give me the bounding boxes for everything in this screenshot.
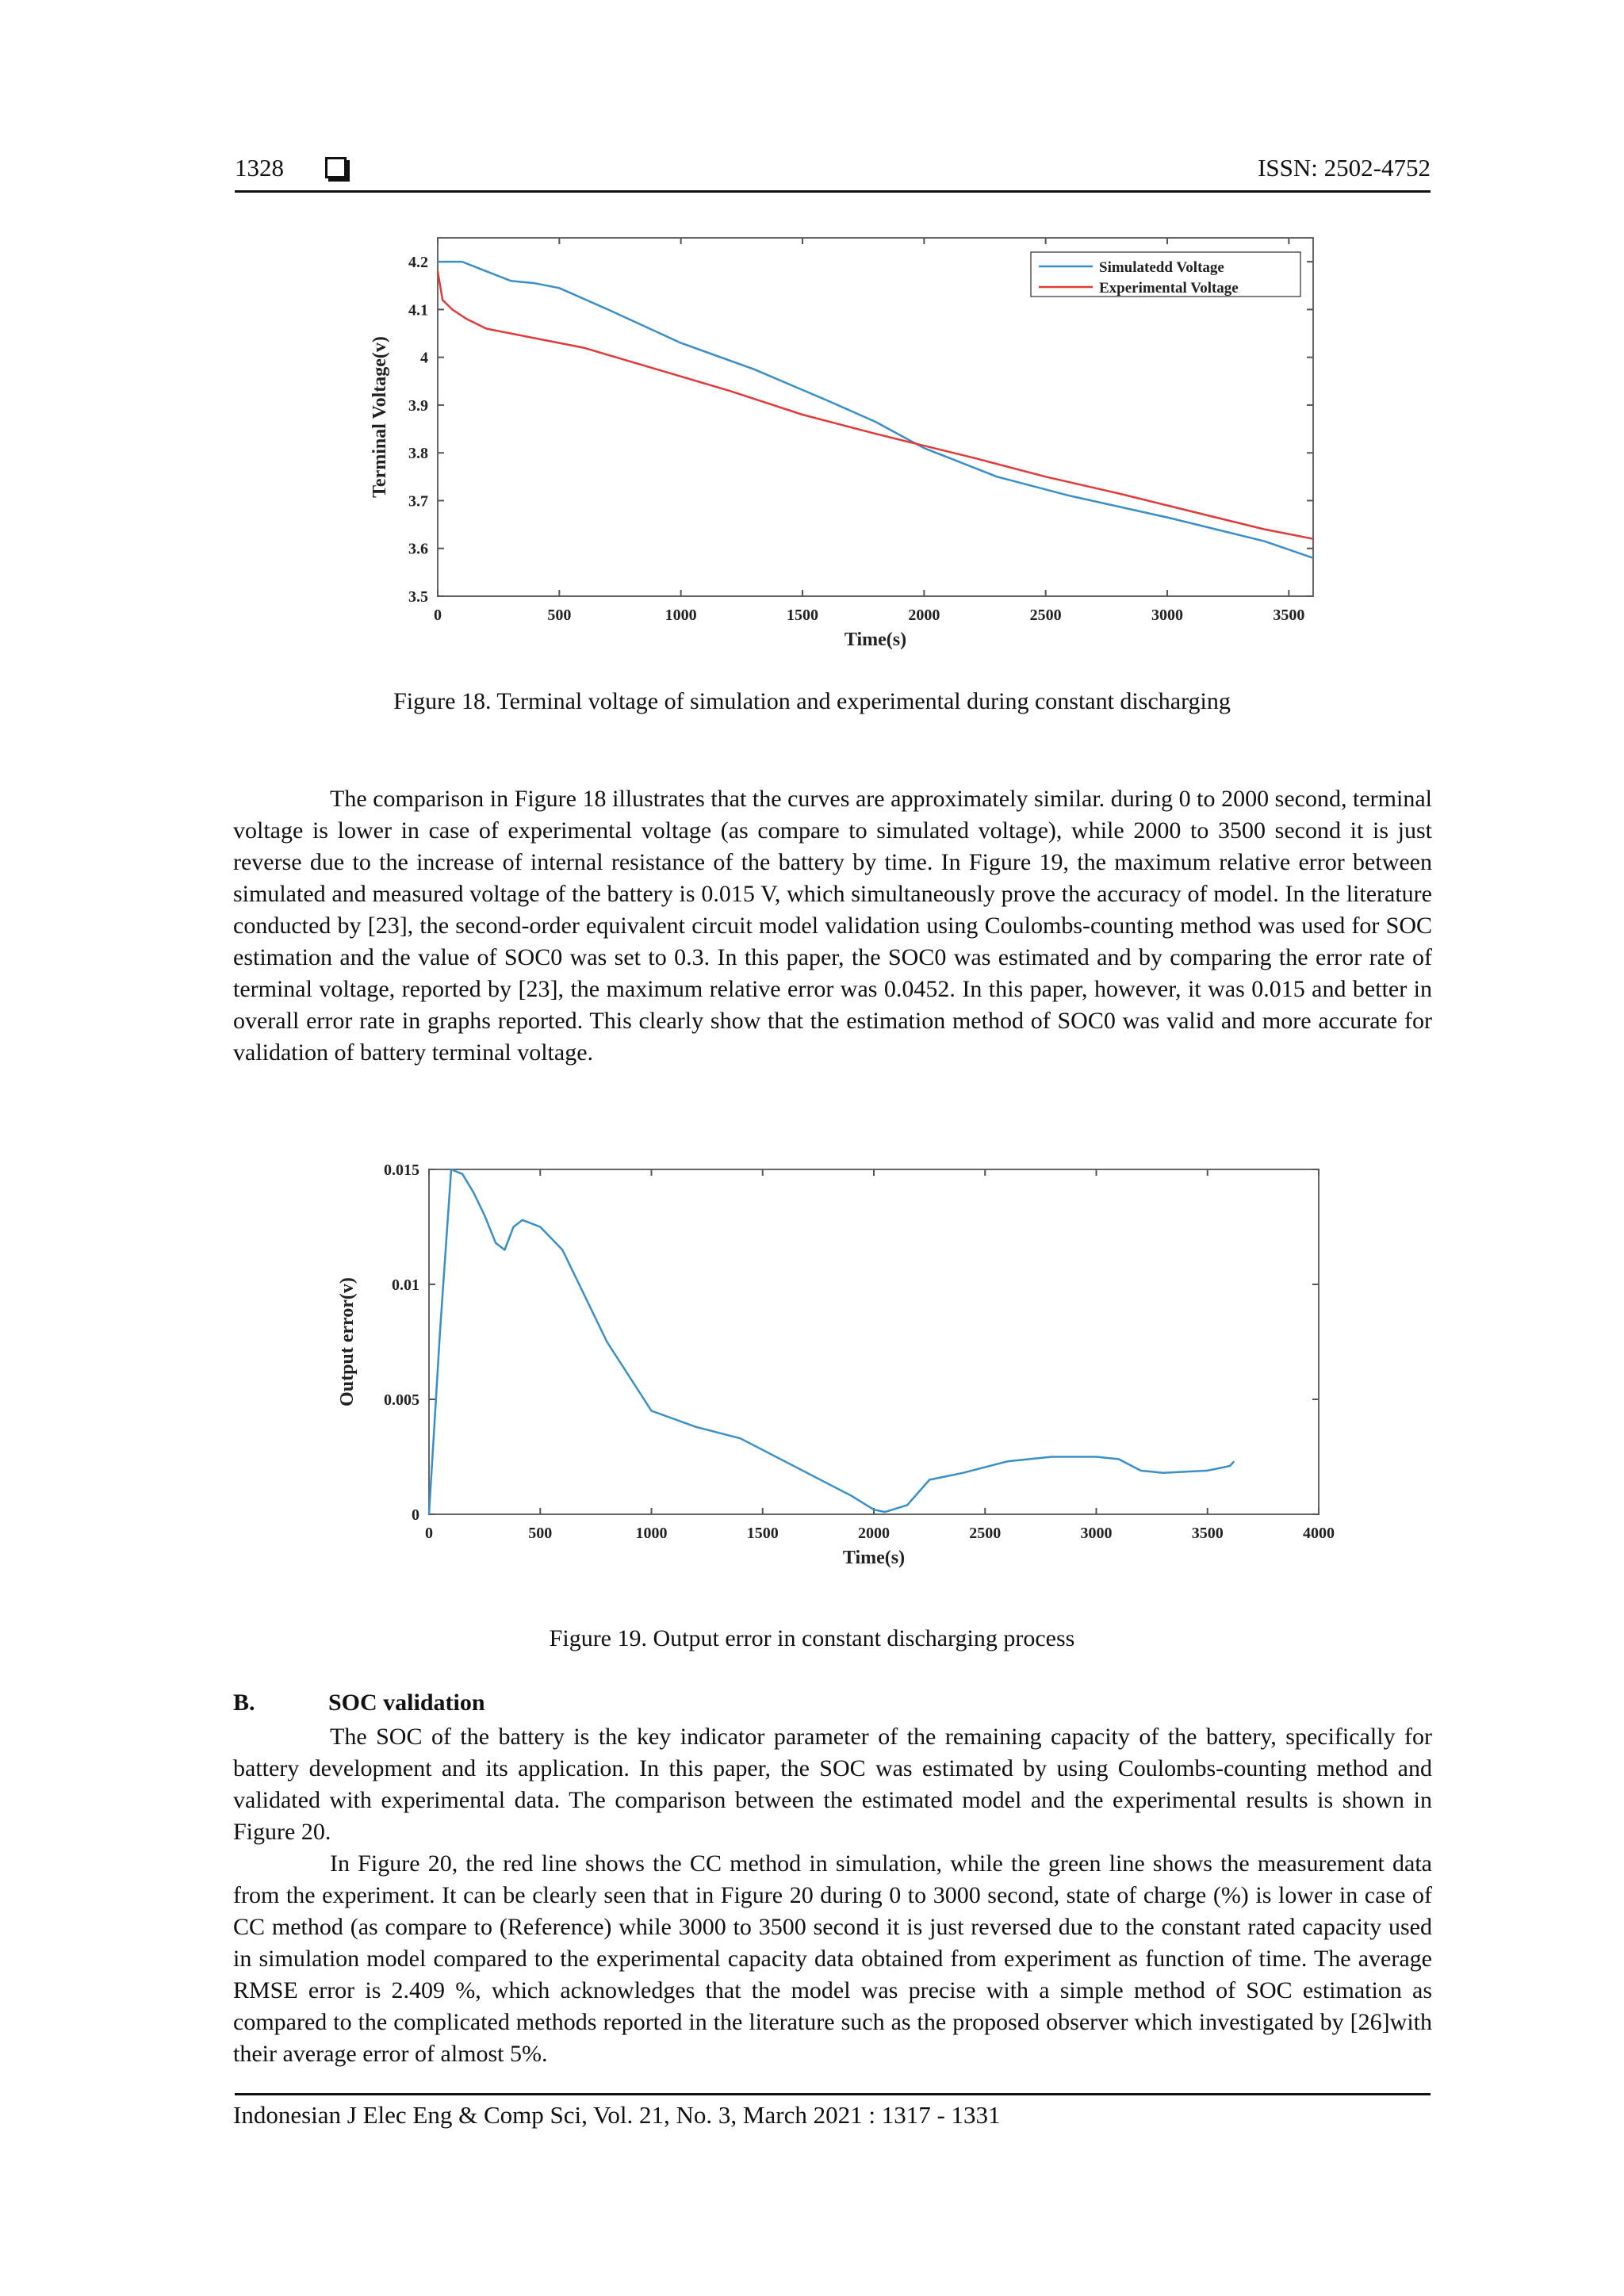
x-tick-label: 3500 [1191,1525,1224,1542]
paragraph-3-text: In Figure 20, the red line shows the CC method in simulation, while the green line shows the measurement data from the experiment. It can be clearly seen that in Figure 20 during 0 to 3000 second, state of charge (%) is lower in case of CC method (as compare to (Reference) while 3000 to 3500 second it is just reversed due to the constant rated capacity used in simulation model compared to the experimental capacity data obtained from experiment as function of time. The average RMSE error is 2.409 %, which acknowledges that the model was precise with a simple method of SOC estimation as compared to the complicated methods reported in the literature such as the proposed observer which investigated by [26]with their average error of almost 5%. [233,1850,1432,2067]
legend-label: Experimental Voltage [1099,280,1239,297]
footer-rule [235,2093,1431,2095]
y-tick-label: 3.9 [408,396,428,415]
y-tick-label: 0.005 [384,1391,419,1409]
y-tick-label: 3.5 [408,588,428,606]
paragraph-2 [233,1721,1432,2070]
figure-19-caption: Figure 19. Output error in constant discharging process [549,1625,1075,1651]
figure-19-chart [333,1150,1356,1594]
y-tick-label: 0 [412,1506,419,1524]
x-axis-label: Time(s) [844,629,907,650]
plot-area [429,1169,1319,1514]
y-tick-label: 4.1 [408,301,428,320]
page-number: 1328 [235,154,284,182]
footer-citation: Indonesian J Elec Eng & Comp Sci, Vol. 21, No. 3, March 2021 : 1317 - 1331 [233,2101,1001,2129]
x-tick-label: 2500 [1029,607,1062,624]
section-number: B. [233,1689,255,1716]
y-tick-label: 3.8 [408,445,428,463]
header-rule [235,190,1431,193]
y-tick-label: 4 [420,349,428,367]
x-tick-label: 3000 [1151,607,1183,624]
x-tick-label: 3500 [1273,607,1305,624]
x-tick-label: 4000 [1303,1525,1335,1542]
x-tick-label: 1500 [787,607,818,624]
paragraph-1-text: The comparison in Figure 18 illustrates that the curves are approximately similar. during 0 to 2000 second, terminal voltage is lower in case of experimental voltage (as compare to simulated voltage), while 2000 to 3500 second it is just reverse due to the increase of internal resistance of the battery by time. In Figure 19, the maximum relative error between simulated and measured voltage of the battery is 0.015 V, which simultaneously prove the accuracy of model. In the literature conducted by [23], the second-order equivalent circuit model validation using Coulombs-counting method was used for SOC estimation and the value of SOC0 was set to 0.3. In this paper, the SOC0 was estimated and by comparing the error rate of terminal voltage, reported by [23], the maximum relative error was 0.0452. In this paper, however, it was 0.015 and better in overall error rate in graphs reported. This clearly show that the estimation method of SOC0 was valid and more accurate for validation of battery terminal voltage. [233,786,1432,1066]
x-tick-label: 1000 [665,607,697,624]
section-heading [233,1689,485,1716]
y-tick-label: 3.7 [408,492,428,511]
y-axis-label: Output error(v) [337,1277,358,1406]
x-tick-label: 3000 [1080,1525,1113,1542]
y-tick-label: 3.6 [408,540,428,558]
x-tick-label: 0 [425,1525,433,1542]
x-tick-label: 500 [547,607,572,624]
x-tick-label: 2000 [858,1525,890,1542]
y-tick-label: 0.015 [384,1161,419,1179]
paragraph-1 [233,783,1432,1069]
y-tick-label: 0.01 [392,1276,419,1294]
square-bullet-icon [325,157,347,178]
x-tick-label: 1500 [746,1525,779,1542]
x-tick-label: 0 [434,607,442,624]
x-axis-label: Time(s) [842,1548,906,1568]
y-axis-label: Terminal Voltage(v) [370,336,390,498]
x-tick-label: 2500 [969,1525,1002,1542]
issn: ISSN: 2502-4752 [1258,154,1431,182]
x-tick-label: 1000 [635,1525,668,1542]
legend-label: Simulatedd Voltage [1099,259,1224,276]
x-tick-label: 2000 [908,607,940,624]
x-tick-label: 500 [528,1525,553,1542]
figure-18-caption: Figure 18. Terminal voltage of simulation and experimental during constant discharging [393,688,1231,714]
figure-18-chart [365,230,1332,658]
paragraph-2-text: The SOC of the battery is the key indicator parameter of the remaining capacity of the battery, specifically for battery development and its application. In this paper, the SOC was estimated by using Coulombs-counting method and validated with experimental data. The comparison between the estimated model and the experimental results is shown in Figure 20. [233,1724,1432,1845]
y-tick-label: 4.2 [408,254,428,272]
section-title: SOC validation [328,1689,485,1716]
